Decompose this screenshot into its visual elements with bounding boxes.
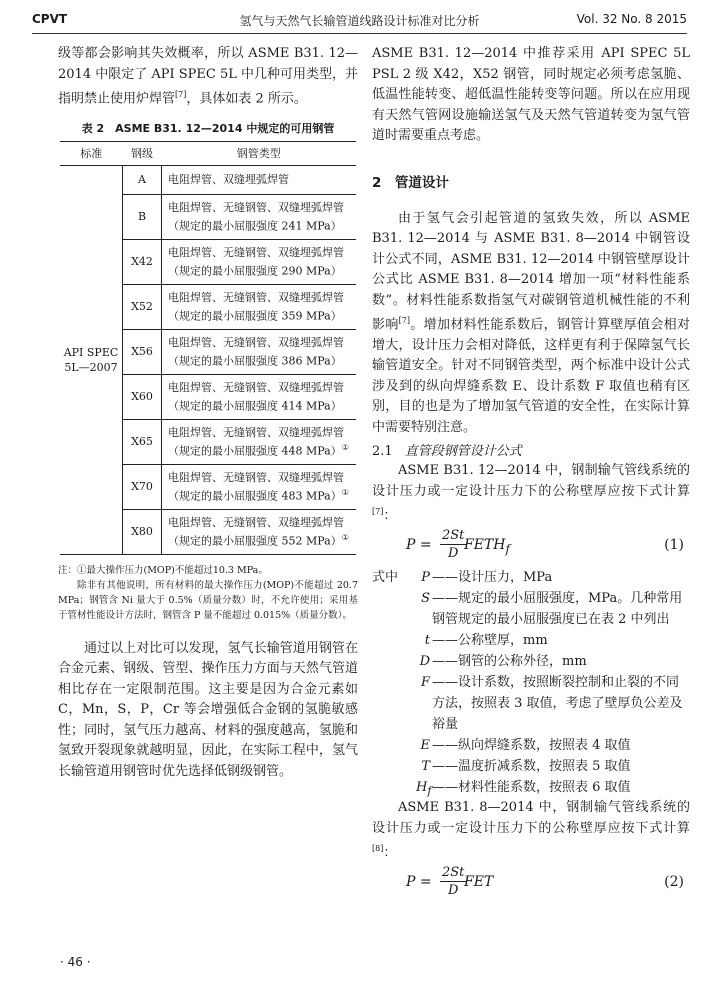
pipe-type-cell: 电阻焊管、无缝钢管、双缝埋弧焊管 （规定的最小屈服强度 414 MPa） xyxy=(162,374,357,419)
variable-definition: $H_f$ ——材料性能系数，按照表 6 取值 xyxy=(416,780,631,798)
grade-cell: X65 xyxy=(123,419,162,464)
eq2-rhs: FET xyxy=(464,873,494,890)
left-column xyxy=(58,44,358,782)
grade-cell: X42 xyxy=(123,239,162,284)
journal-abbrev: CPVT xyxy=(32,12,68,26)
pipe-type-cell: 电阻焊管、无缝钢管、双缝埋弧焊管 （规定的最小屈服强度 359 MPa） xyxy=(162,284,357,329)
eq1-fraction: $\frac{2St}{D}$ xyxy=(442,528,465,562)
pipe-type-cell: 电阻焊管、无缝钢管、双缝埋弧焊管 （规定的最小屈服强度 290 MPa） xyxy=(162,239,357,284)
right-paragraph-2: 由于氢气会引起管道的氢致失效，所以 ASME B31. 12—2014 与 ASME B31. 8—2014 中钢管设计公式不同，ASME B31. 12—2014 中钢管壁厚设计公式比 ASME B31. 8—2014 增加一项“材料性能系数”。材料性能系数指氢气对碳钢管道机械性能的不利影响[7]。增加材料性能系数后，钢管计算壁厚值会相对增大，设计压力会相对降低，这样更有利于保障氢气长输管道安全。针对不同钢管类型，两个标准中设计公式涉及到的纵向焊缝系数 E、设计系数 F 取值也稍有区别，目的也是为了增加氢气管道的安全性，在实际计算中需要特别注意。 xyxy=(372,210,690,435)
equation-1 xyxy=(372,527,690,567)
subsection-heading: 2.1 直管段钢管设计公式 xyxy=(372,444,522,460)
variable-list xyxy=(372,567,690,798)
eq1-number: (1) xyxy=(664,537,684,554)
pipe-type-cell: 电阻焊管、无缝钢管、双缝埋弧焊管 （规定的最小屈服强度 386 MPa） xyxy=(162,329,357,374)
eq2-lhs: P = xyxy=(406,873,432,890)
table-note-2: 除非有其他说明，所有材料的最大操作压力(MOP)不能超过 20.7 MPa；钢管含 Ni 量大于 0.5%（质量分数）时，不允许使用；采用基于管材性能设计方法时，钢管含 P 量不能超过 0.015%（质量分数）。 xyxy=(58,579,358,621)
table-row xyxy=(60,165,356,194)
grade-cell: B xyxy=(123,194,162,239)
grade-cell: X56 xyxy=(123,329,162,374)
grade-cell: X60 xyxy=(123,374,162,419)
running-header xyxy=(32,12,687,30)
volume-info: Vol. 32 No. 8 2015 xyxy=(576,12,687,26)
variable-definition: t ——公称壁厚，mm xyxy=(424,633,548,649)
steel-pipe-table xyxy=(60,141,356,555)
eq2-fraction: $\frac{2St}{D}$ xyxy=(442,864,465,898)
pipe-type-cell: 电阻焊管、无缝钢管、双缝埋弧焊管 （规定的最小屈服强度 552 MPa）① xyxy=(162,509,357,554)
page-number: · 46 · xyxy=(60,955,91,969)
grade-cell: A xyxy=(123,165,162,194)
standard-cell: API SPEC 5L—2007 xyxy=(60,165,123,554)
grade-cell: X80 xyxy=(123,509,162,554)
pipe-type-cell: 电阻焊管、双缝埋弧焊管 xyxy=(162,165,357,194)
table-header-type: 钢管类型 xyxy=(162,141,357,165)
eq2-number: (2) xyxy=(664,873,684,890)
variable-definition: E ——纵向焊缝系数，按照表 4 取值 xyxy=(420,738,631,754)
right-paragraph-3: ASME B31. 12—2014 中，钢制输气管线系统的设计压力或一定设计压力下的公称壁厚应按下式计算[7]： xyxy=(372,463,690,524)
pipe-type-cell: 电阻焊管、无缝钢管、双缝埋弧焊管 （规定的最小屈服强度 483 MPa）① xyxy=(162,464,357,509)
variable-definition: S ——规定的最小屈服强度，MPa。几种常用钢管规定的最小屈服强度已在表 2 中列出 xyxy=(421,591,683,628)
table-caption: 表 2 ASME B31. 12—2014 中规定的可用钢管 xyxy=(81,121,335,135)
equation-2 xyxy=(372,864,690,904)
variable-definition: 式中 P ——设计压力，MPa xyxy=(372,570,553,586)
right-column xyxy=(372,44,690,904)
variable-definition: T ——温度折减系数，按照表 5 取值 xyxy=(421,759,631,775)
eq1-rhs: $FETH_f$ xyxy=(464,537,510,556)
variable-definition: F ——设计系数，按照断裂控制和止裂的不同方法，按照表 3 取值，考虑了壁厚负公差及裕量 xyxy=(420,675,683,733)
pipe-type-cell: 电阻焊管、无缝钢管、双缝埋弧焊管 （规定的最小屈服强度 241 MPa） xyxy=(162,194,357,239)
table-note-1: 注：①最大操作压力(MOP)不能超过10.3 MPa。 xyxy=(58,564,268,576)
variable-definition: D ——钢管的公称外径，mm xyxy=(419,654,587,670)
table-notes xyxy=(58,563,358,623)
pipe-type-cell: 电阻焊管、无缝钢管、双缝埋弧焊管 （规定的最小屈服强度 448 MPa）① xyxy=(162,419,357,464)
left-paragraph-1: 级等都会影响其失效概率，所以 ASME B31. 12—2014 中限定了 API SPEC 5L 中几种可用类型，并指明禁止使用炉焊管[7]，具体如表 2 所示。 xyxy=(58,46,359,107)
right-paragraph-1: ASME B31. 12—2014 中推荐采用 API SPEC 5L PSL 2 级 X42，X52 钢管，同时规定必须考虑氢脆、低温性能转变、超低温性能转变等问题。所以在应用现有天然气管网设施输送氢气及天然气管道转变为氢气管道时需要重点考虑。 xyxy=(372,46,690,143)
right-paragraph-4: ASME B31. 8—2014 中，钢制输气管线系统的设计压力或一定设计压力下的公称壁厚应按下式计算[8]： xyxy=(372,800,690,861)
section-heading: 2 管道设计 xyxy=(372,174,449,191)
grade-cell: X70 xyxy=(123,464,162,509)
eq1-lhs: P = xyxy=(406,537,432,554)
grade-cell: X52 xyxy=(123,284,162,329)
article-title: 氢气与天然气长输管道线路设计标准对比分析 xyxy=(239,14,480,28)
left-paragraph-2: 通过以上对比可以发现，氢气长输管道用钢管在合金元素、钢级、管型、操作压力方面与天然气管道相比存在一定限制范围。这主要是因为合金元素如 C，Mn，S，P，Cr 等会增强低合金钢的氢脆敏感性；同时，氢气压力越高、材料的强度越高，氢脆和氢致开裂现象就越明显，因此，在实际工程中，氢气长输管道用钢管时优先选择低钢级钢管。 xyxy=(58,640,358,779)
table-header-grade: 钢级 xyxy=(123,141,162,165)
table-header-standard: 标准 xyxy=(60,141,123,165)
header-rule xyxy=(32,33,687,34)
